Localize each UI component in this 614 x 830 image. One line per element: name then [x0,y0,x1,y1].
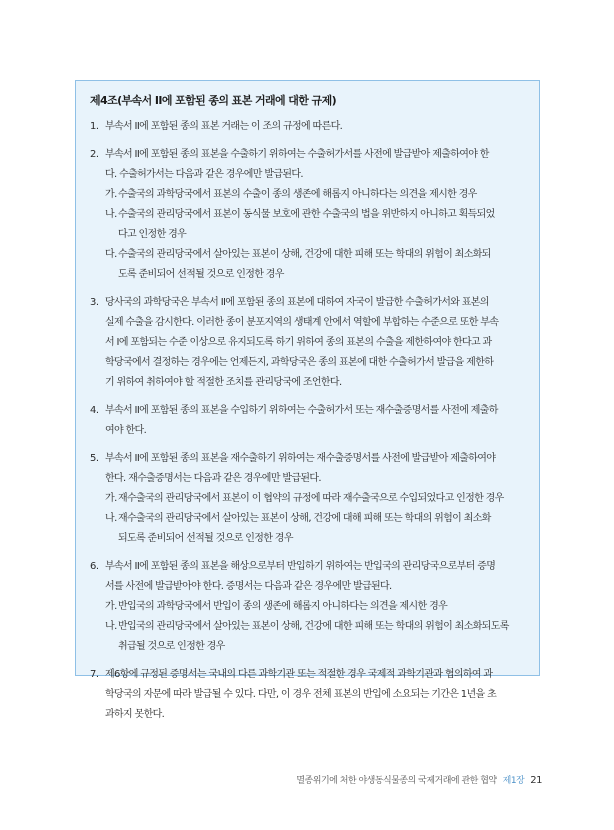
sub-item-text-line: 다고 인정한 경우 [118,229,187,240]
article-paragraph [90,117,529,137]
paragraph-text-line: 부속서 II에 포함된 종의 표본을 재수출하기 위하여는 재수출증명서를 사전에 발급받아 제출하여야 [105,453,496,464]
sub-item-text-line: 취급될 것으로 인정한 경우 [118,641,225,652]
sub-item-text-line: 도록 준비되어 선적될 것으로 인정한 경우 [118,269,284,280]
paragraph-text-line: 서를 사전에 발급받아야 한다. 증명서는 다음과 같은 경우에만 발급된다. [105,581,392,592]
article-paragraph [90,557,529,657]
paragraph-text-line: 서 I에 포함되는 수준 이상으로 유지되도록 하기 위하여 종의 표본의 수출을 제한하여야 한다고 과 [105,337,492,348]
page-number: 21 [530,775,542,786]
sub-item-mark: 가. [105,493,117,504]
footer-book-title: 멸종위기에 처한 야생동식물종의 국제거래에 관한 협약 [296,776,497,786]
article-items [90,117,529,725]
sub-item-text-line: 재수출국의 관리당국에서 살아있는 표본이 상해, 건강에 대해 피해 또는 학대의 위험이 최소화 [118,513,491,524]
paragraph-number: 1. [90,121,99,132]
paragraph-text-line: 부속서 II에 포함된 종의 표본을 수입하기 위하여는 수출허가서 또는 재수출증명서를 사전에 제출하 [105,405,498,416]
sub-item [105,185,529,205]
sub-item-text-line: 수출국의 과학당국에서 표본의 수출이 종의 생존에 해롭지 아니하다는 의견을 제시한 경우 [118,189,477,200]
paragraph-text-line: 학당국에서 결정하는 경우에는 언제든지, 과학당국은 종의 표본에 대한 수출허가서 발급을 제한하 [105,357,494,368]
sub-item-text-line: 재수출국의 관리당국에서 표본이 이 협약의 규정에 따라 재수출국으로 수입되었다고 인정한 경우 [118,493,504,504]
sub-item [105,617,529,657]
sub-item-mark: 나. [105,513,117,524]
paragraph-text-line: 다. 수출허가서는 다음과 같은 경우에만 발급된다. [105,169,303,180]
paragraph-number: 6. [90,561,99,572]
article-paragraph [90,145,529,285]
page-footer [296,773,542,786]
paragraph-text-line: 기 위하여 취하여야 할 적절한 조치를 관리당국에 조언한다. [105,377,342,388]
sub-item-mark: 나. [105,209,117,220]
article-paragraph [90,293,529,393]
paragraph-number: 5. [90,453,99,464]
paragraph-number: 7. [90,669,99,680]
article-box [75,80,540,720]
article-paragraph [90,665,529,725]
sub-item-text-line: 반입국의 관리당국에서 살아있는 표본이 상해, 건강에 대한 피해 또는 학대의 위험이 최소화되도록 [118,621,509,632]
paragraph-number: 4. [90,405,99,416]
paragraph-text-line: 한다. 재수출증명서는 다음과 같은 경우에만 발급된다. [105,473,321,484]
paragraph-number: 2. [90,149,99,160]
paragraph-text-line: 부속서 II에 포함된 종의 표본 거래는 이 조의 규정에 따른다. [105,121,343,132]
sub-item-mark: 가. [105,189,117,200]
paragraph-text-line: 당사국의 과학당국은 부속서 II에 포함된 종의 표본에 대하여 자국이 발급한 수출허가서와 표본의 [105,297,489,308]
sub-item [105,489,529,509]
footer-chapter: 제1장 [502,776,525,786]
paragraph-text-line: 과하지 못한다. [105,709,165,720]
article-title: 제4조(부속서 II에 포함된 종의 표본 거래에 대한 규제) [90,94,337,107]
sub-item [105,597,529,617]
sub-item-text-line: 수출국의 관리당국에서 표본이 동식물 보호에 관한 수출국의 법을 위반하지 아니하고 획득되었 [118,209,495,220]
sub-item-mark: 나. [105,621,117,632]
sub-item-text-line: 반입국의 과학당국에서 반입이 종의 생존에 해롭지 아니하다는 의견을 제시한 경우 [118,601,448,612]
sub-item [105,205,529,245]
paragraph-text-line: 실제 수출을 감시한다. 이러한 종이 분포지역의 생태계 안에서 역할에 부합하는 수준으로 또한 부속 [105,317,499,328]
paragraph-text-line: 부속서 II에 포함된 종의 표본을 해상으로부터 반입하기 위하여는 반입국의 관리당국으로부터 증명 [105,561,496,572]
sub-item-mark: 가. [105,601,117,612]
paragraph-text-line: 부속서 II에 포함된 종의 표본을 수출하기 위하여는 수출허가서를 사전에 발급받아 제출하여야 한 [105,149,489,160]
paragraph-text-line: 제6항에 규정된 증명서는 국내의 다른 과학기관 또는 적절한 경우 국제적 과학기관과 협의하여 과 [105,669,493,680]
sub-item-mark: 다. [105,249,117,260]
sub-item-text-line: 수출국의 관리당국에서 살아있는 표본이 상해, 건강에 대한 피해 또는 학대의 위험이 최소화되 [118,249,491,260]
paragraph-number: 3. [90,297,99,308]
sub-item [105,509,529,549]
article-paragraph [90,401,529,441]
paragraph-text-line: 여야 한다. [105,425,147,436]
sub-item-text-line: 되도록 준비되어 선적될 것으로 인정한 경우 [118,533,293,544]
article-paragraph [90,449,529,549]
paragraph-text-line: 학당국의 자문에 따라 발급될 수 있다. 다만, 이 경우 전체 표본의 반입에 소요되는 기간은 1년을 초 [105,689,497,700]
sub-item [105,245,529,285]
